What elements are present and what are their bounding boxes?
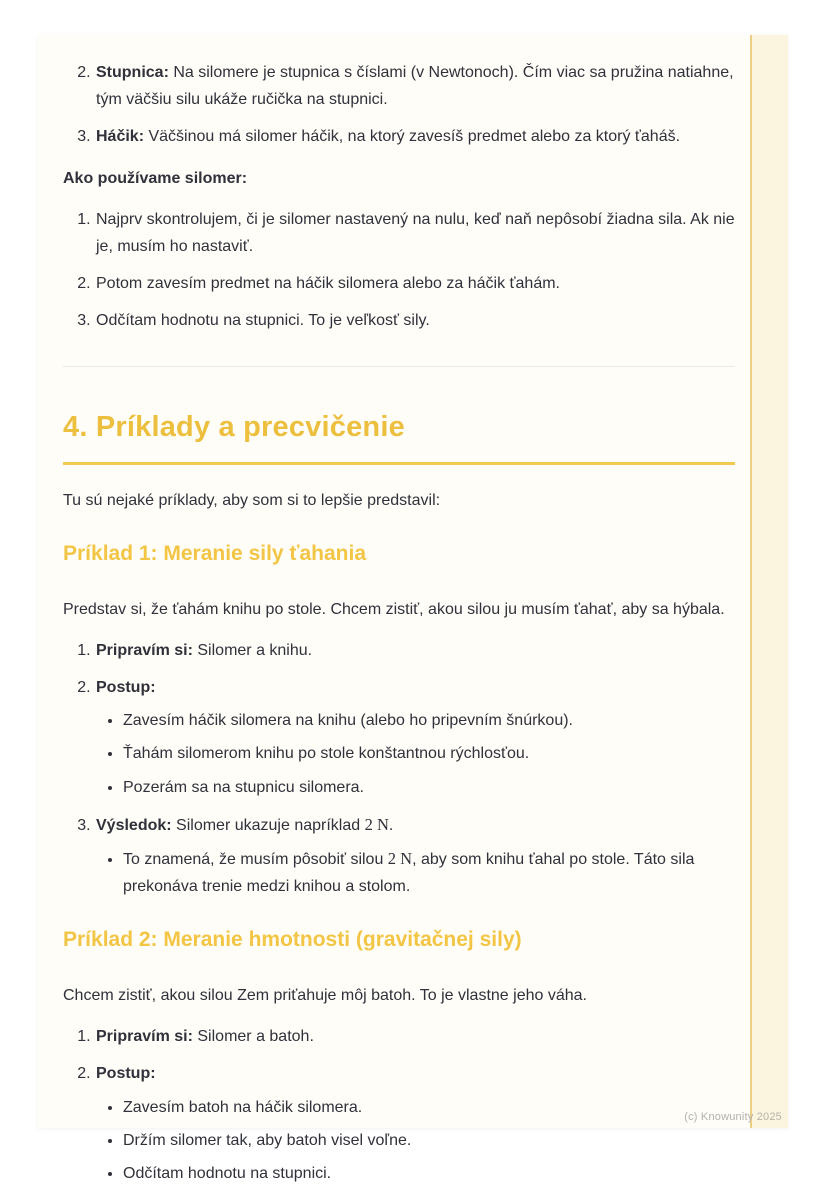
text-run: Zavesím háčik silomera na knihu (alebo ho pripevním šnúrkou).: [123, 712, 573, 730]
math-run: 2 N: [387, 848, 413, 868]
numbered-list: [63, 59, 735, 151]
text-run: To znamená, že musím pôsobiť silou: [123, 850, 388, 868]
list-item: [95, 206, 735, 260]
bold-run: Postup:: [96, 679, 156, 697]
text-run: Najprv skontrolujem, či je silomer nastavený na nulu, keď naň nepôsobí žiadna sila. Ak nie je, musím ho nastaviť.: [96, 210, 735, 255]
text-run: Silomer a batoh.: [192, 1028, 314, 1046]
bullet-item: [123, 774, 735, 801]
bold-run: Ako používame silomer:: [63, 169, 248, 187]
list-item: [95, 1023, 735, 1050]
list-item: [95, 270, 735, 297]
paragraph: [63, 596, 735, 623]
subsection-heading: Príklad 1: Meranie sily ťahania: [63, 541, 367, 565]
list-item: [95, 811, 735, 901]
bullet-item: [123, 1127, 735, 1154]
subsection-heading: Príklad 2: Meranie hmotnosti (gravitačnej sily): [63, 928, 522, 952]
text-run: .: [388, 816, 394, 834]
text-run: , aby som knihu ťahal po stole. Táto sila prekonáva trenie medzi knihou a stolom.: [123, 850, 695, 896]
bold-run: Háčik:: [96, 128, 145, 146]
bullet-list: [96, 707, 735, 801]
text-run: Silomer ukazuje napríklad: [171, 816, 365, 834]
watermark: (c) Knowunity 2025: [684, 1111, 782, 1123]
text-run: Potom zavesím predmet na háčik silomera alebo za háčik ťahám.: [96, 275, 560, 293]
numbered-list: [63, 1023, 735, 1187]
list-item: [95, 59, 735, 113]
bold-run: Postup:: [96, 1065, 156, 1083]
bullet-item: [123, 1094, 735, 1121]
document-page: [38, 35, 788, 1182]
bullet-item: [123, 740, 735, 767]
text-run: Predstav si, že ťahám knihu po stole. Chcem zistiť, akou silou ju musím ťahať, aby sa hýbala.: [63, 600, 725, 618]
text-run: Pozerám sa na stupnicu silomera.: [123, 778, 364, 796]
bullet-list: [96, 1094, 735, 1187]
bullet-list: [96, 845, 735, 900]
list-item: [95, 307, 735, 334]
bold-run: Pripravím si:: [96, 1028, 193, 1046]
text-run: Ťahám silomerom knihu po stole konštantnou rýchlosťou.: [123, 745, 530, 763]
paragraph: [63, 165, 735, 192]
bold-run: Pripravím si:: [96, 641, 193, 659]
list-item: [95, 123, 735, 150]
text-run: Chcem zistiť, akou silou Zem priťahuje môj batoh. To je vlastne jeho váha.: [63, 987, 587, 1005]
paragraph: [63, 982, 735, 1009]
bullet-item: [123, 707, 735, 734]
document-body: [38, 35, 750, 1182]
text-run: Silomer a knihu.: [192, 641, 313, 659]
bullet-item: [123, 1160, 735, 1187]
list-item: [95, 1060, 735, 1187]
numbered-list: [63, 637, 735, 901]
bold-run: Výsledok:: [96, 816, 172, 834]
math-run: 2 N: [364, 814, 389, 834]
list-item: [95, 637, 735, 664]
paragraph: [63, 487, 735, 514]
text-run: Odčítam hodnotu na stupnici.: [123, 1164, 332, 1182]
bullet-item: [123, 845, 735, 900]
text-run: Držím silomer tak, aby batoh visel voľne.: [123, 1131, 412, 1149]
bold-run: Stupnica:: [96, 64, 169, 81]
text-run: Zavesím batoh na háčik silomera.: [123, 1098, 363, 1116]
list-item: [95, 674, 735, 801]
numbered-list: [63, 206, 735, 335]
text-run: Odčítam hodnotu na stupnici. To je veľkosť sily.: [96, 312, 430, 330]
text-run: Tu sú nejaké príklady, aby som si to lepšie predstavil:: [63, 491, 441, 509]
text-run: Na silomere je stupnica s číslami (v Newtonoch). Čím viac sa pružina natiahne, tým väčšiu silu ukáže ručička na stupnici.: [96, 64, 734, 109]
page-accent-strip: [750, 35, 788, 1128]
section-heading: 4. Príklady a precvičenie: [63, 403, 735, 465]
text-run: Väčšinou má silomer háčik, na ktorý zavesíš predmet alebo za ktorý ťaháš.: [144, 128, 681, 146]
divider: [63, 366, 735, 367]
